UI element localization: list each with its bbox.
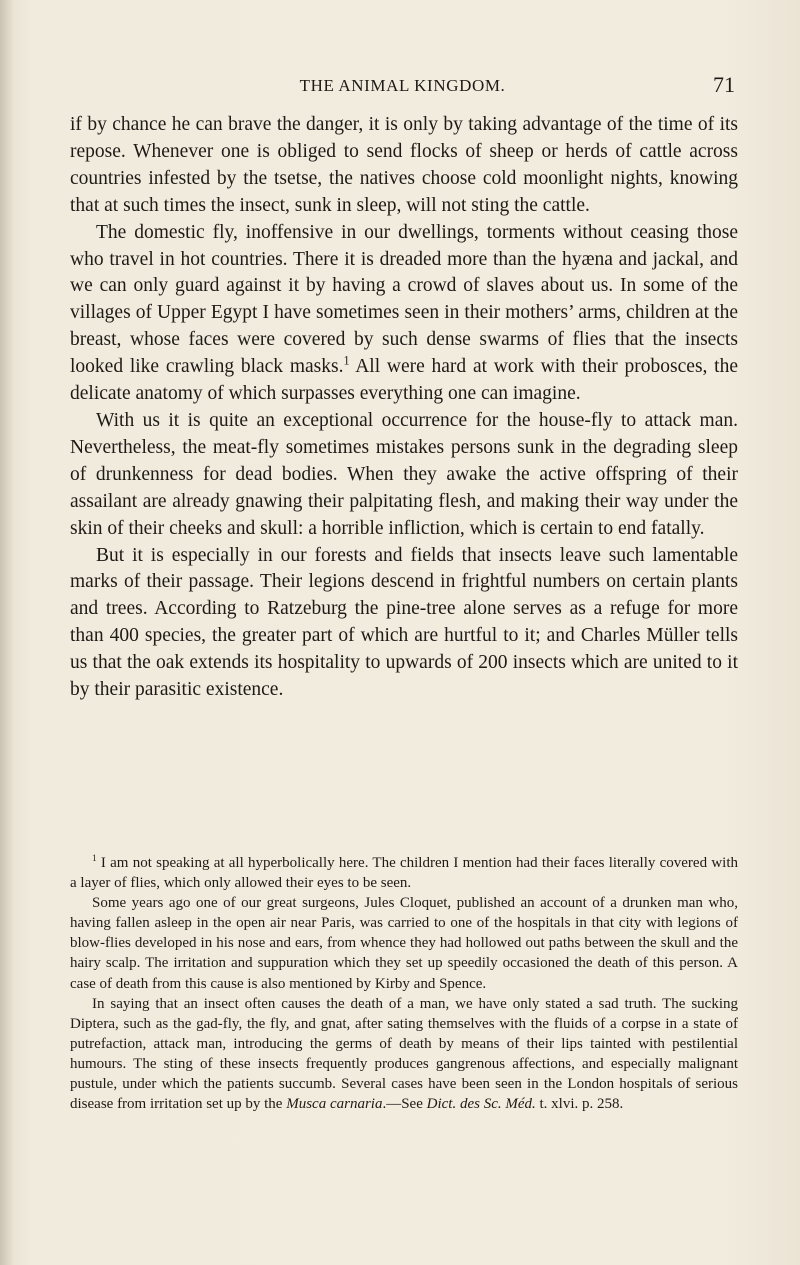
footnotes <box>70 853 738 1114</box>
footnote-1-text: I am not speaking at all hyperbolically here. The children I mention had their faces literally covered with a layer of flies, which only allowed their eyes to be seen. <box>70 855 738 892</box>
footnote-1 <box>70 853 738 893</box>
page-number: 71 <box>713 72 735 97</box>
paragraph-2 <box>70 220 738 408</box>
paragraph-1: if by chance he can brave the danger, it is only by taking advantage of the time of its repose. Whenever one is obliged to send flocks of sheep or herds of cattle across countries infested by the tsetse, the natives choose cold moonlight nights, knowing that at such times the insect, sunk in sleep, will not sting the cattle. <box>70 114 738 216</box>
paragraph-3: With us it is quite an exceptional occurrence for the house-fly to attack man. Nevertheless, the meat-fly sometimes mistakes persons sunk in the degrading sleep of drunkenness for dead bodies. When they awake the active offspring of their assailant are already gnawing their palpitating flesh, and making their way under the skin of their cheeks and skull: a horrible infliction, which is certain to end fatally. <box>70 409 738 539</box>
page-header <box>70 72 735 106</box>
footnote-reference: 1 <box>343 353 350 368</box>
paragraph-4: But it is especially in our forests and fields that insects leave such lamentable marks of their passage. Their legions descend in frightful numbers on certain plants and trees. According to Ratzeburg the pine-tree alone serves as a refuge for more than 400 species, the greater part of which are hurtful to it; and Charles Müller tells us that the oak extends its hospitality to upwards of 200 insects which are united to it by their parasitic existence. <box>70 544 738 701</box>
footnote-3-text-a: In saying that an insect often causes the death of a man, we have only stated a sad truth. The sucking Diptera, such as the gad-fly, the fly, and gnat, after sating themselves with the fluids of a corpse in a state of putrefaction, attack man, introducing the germs of death by means of their lips tainted with pestilential humours. The sting of these insects frequently produces gangrenous affections, and especially malignant pustule, under which the patients succumb. Several cases have been seen in the London hospitals of serious disease from irritation set up by the <box>70 995 738 1113</box>
footnote-3-species: Musca carnaria <box>286 1096 383 1113</box>
footnote-2: Some years ago one of our great surgeons, Jules Cloquet, published an account of a drunken man who, having fallen asleep in the open air near Paris, was carried to one of the hospitals in that city with legions of blow-flies developed in his nose and ears, from whence they had hollowed out paths between the skull and the hairy scalp. The irritation and suppuration which they set up speedily occasioned the death of this person. A case of death from this cause is also mentioned by Kirby and Spence. <box>70 895 738 992</box>
main-text <box>70 112 738 704</box>
footnote-3-citation: Dict. des Sc. Méd. <box>426 1096 536 1113</box>
footnote-mark: 1 <box>92 854 97 864</box>
footnote-3-text-c: t. xlvi. p. 258. <box>535 1096 624 1113</box>
footnote-3-text-b: .—See <box>382 1096 427 1113</box>
running-head: THE ANIMAL KINGDOM. <box>299 76 506 95</box>
paragraph-2-text-a: The domestic fly, inoffensive in our dwellings, torments without ceasing those who travel in hot countries. There it is dreaded more than the hyæna and jackal, and we can only guard against it by having a crowd of slaves about us. In some of the villages of Upper Egypt I have sometimes seen in their mothers’ arms, children at the breast, whose faces were covered by such dense swarms of flies that the insects looked like crawling black masks. <box>70 221 738 378</box>
paragraph-2-text-b: All were hard at work with their probosces, the delicate anatomy of which surpasses everything one can imagine. <box>70 356 738 405</box>
spine-shadow <box>0 0 14 1265</box>
footnote-3 <box>70 994 738 1115</box>
